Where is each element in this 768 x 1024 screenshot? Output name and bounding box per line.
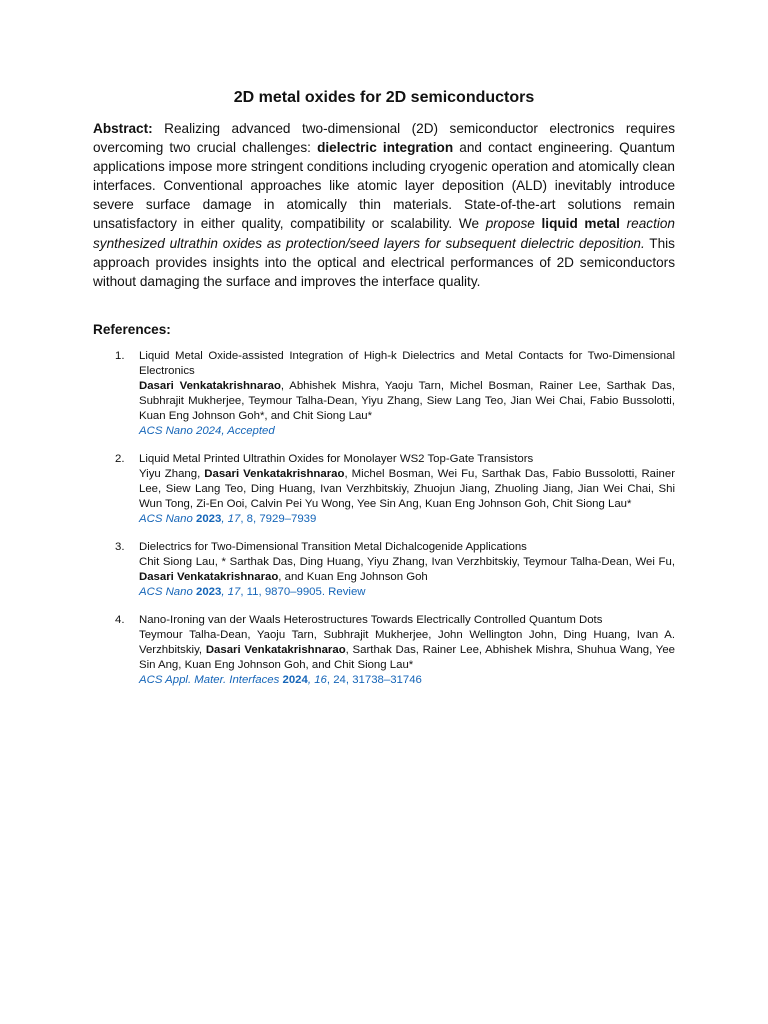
highlighted-author: Dasari Venkatakrishnarao xyxy=(139,571,279,583)
journal-year: 2023 xyxy=(192,586,222,598)
journal-name: ACS Nano xyxy=(139,586,193,598)
highlighted-author: Dasari Venkatakrishnarao xyxy=(205,644,346,656)
reference-title: Nano-Ironing van der Waals Heterostructures Towards Electrically Controlled Quantum Dots xyxy=(139,614,603,626)
reference-title: Liquid Metal Printed Ultrathin Oxides for Monolayer WS2 Top-Gate Transistors xyxy=(139,453,534,465)
reference-authors xyxy=(139,555,675,585)
journal-volume: , 16 xyxy=(307,674,327,686)
abstract-text-3: This approach provides insights into the optical and electrical performances of 2D semiconductors without damaging the surface and improves the interface quality. xyxy=(93,235,675,289)
abstract-text-2: and contact engineering. Quantum applications impose more stringent conditions including cryogenic operation and atomically clean interfaces. Conventional approaches like atomic layer deposition (ALD) inevitably introduce severe surface damage in atomically thin materials. State-of-the-art solutions remain unsatisfactory in either quality, compatibility or scalability. We xyxy=(93,140,675,232)
abstract-italic-propose: propose xyxy=(485,216,535,232)
journal-volume: , 17 xyxy=(221,586,241,598)
authors-after: , Michel Bosman, Wei Fu, Sarthak Das, Fabio Bussolotti, Rainer Lee, Siew Lang Teo, Ding Huang, Ivan Verzhbitskiy, Zhuojun Jiang, Zhuoling Jiang, Jian Wei Chai, Shi Wun Tong, Zi-En Ooi, Calvin Pei Yu Wong, Yee Sin Ang, Kuan Eng Johnson Goh, Chit Siong Lau* xyxy=(139,468,676,510)
authors-before: Chit Siong Lau, * Sarthak Das, Ding Huang, Yiyu Zhang, Ivan Verzhbitskiy, Teymour Talha-Dean, Wei Fu, xyxy=(139,556,675,568)
abstract-label: Abstract: xyxy=(93,121,153,136)
journal-volume: , 17 xyxy=(221,513,241,525)
authors-after: , Abhishek Mishra, Yaoju Tarn, Michel Bosman, Rainer Lee, Sarthak Das, Subhrajit Mukherjee, Teymour Talha-Dean, Yiyu Zhang, Siew Lang Teo, Jian Wei Chai, Fabio Bussolotti, Kuan Eng Johnson Goh*, and Chit Siong Lau* xyxy=(139,380,675,422)
journal-details: , 24, 31738–31746 xyxy=(326,674,422,686)
authors-before: Teymour Talha-Dean, Yaoju Tarn, Subhrajit Mukherjee, John Wellington John, Ding Huang, Ivan A. Verzhbitskiy, xyxy=(139,629,675,656)
journal-name: ACS Appl. Mater. Interfaces xyxy=(139,674,280,686)
references-heading: References: xyxy=(93,322,171,337)
reference-journal-link[interactable] xyxy=(139,512,675,527)
abstract-italic-proposal: reaction synthesized ultrathin oxides as protection/seed layers for subsequent dielectric deposition. xyxy=(93,216,675,251)
reference-number: 3. xyxy=(115,541,125,553)
reference-title: Liquid Metal Oxide-assisted Integration of High-k Dielectrics and Metal Contacts for Two-Dimensional Electronics xyxy=(139,350,675,377)
authors-before: Yiyu Zhang, xyxy=(139,468,205,480)
reference-authors xyxy=(139,467,675,512)
journal-name: ACS Nano 2024, Accepted xyxy=(139,425,275,437)
abstract-paragraph xyxy=(93,119,675,291)
journal-year: 2023 xyxy=(192,513,222,525)
abstract-emphasis-dielectric: dielectric integration xyxy=(317,140,454,156)
reference-authors xyxy=(139,628,675,673)
authors-after: , Sarthak Das, Rainer Lee, Abhishek Mishra, Shuhua Wang, Yee Sin Ang, Kuan Eng Johnson Goh, and Chit Siong Lau* xyxy=(139,644,676,671)
journal-name: ACS Nano xyxy=(139,513,193,525)
reference-item xyxy=(93,452,675,527)
journal-year: 2024 xyxy=(279,674,308,686)
reference-number: 2. xyxy=(115,453,125,465)
reference-number: 1. xyxy=(115,350,125,362)
journal-details: , 11, 9870–9905. Review xyxy=(240,586,366,598)
journal-details: , 8, 7929–7939 xyxy=(240,513,317,525)
highlighted-author: Dasari Venkatakrishnarao xyxy=(204,468,345,480)
reference-journal-link[interactable] xyxy=(139,585,675,600)
reference-title: Dielectrics for Two-Dimensional Transition Metal Dichalcogenide Applications xyxy=(139,541,527,553)
reference-item xyxy=(93,540,675,600)
reference-journal-link[interactable] xyxy=(139,424,675,439)
highlighted-author: Dasari Venkatakrishnarao xyxy=(139,380,281,392)
reference-number: 4. xyxy=(115,614,125,626)
references-list xyxy=(93,349,675,701)
reference-authors xyxy=(139,379,675,424)
page-title: 2D metal oxides for 2D semiconductors xyxy=(233,89,535,106)
reference-item xyxy=(93,349,675,439)
reference-item xyxy=(93,613,675,688)
abstract-emphasis-liquid-metal: liquid metal xyxy=(534,216,620,232)
authors-after: , and Kuan Eng Johnson Goh xyxy=(278,571,428,583)
reference-journal-link[interactable] xyxy=(139,673,675,688)
abstract-text-1: Realizing advanced two-dimensional (2D) semiconductor electronics requires overcoming two crucial challenges: xyxy=(93,121,675,156)
